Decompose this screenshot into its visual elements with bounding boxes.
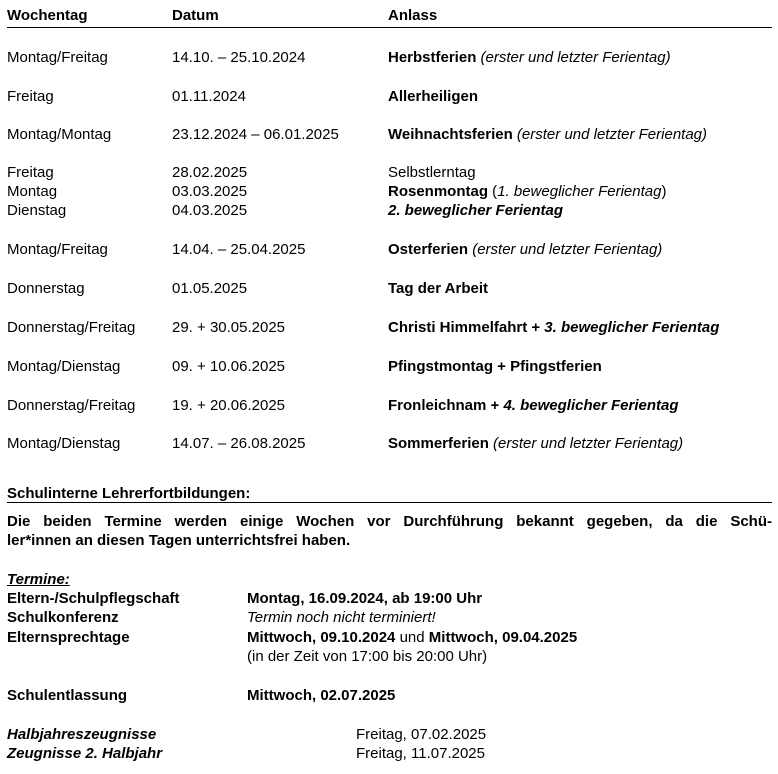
termin-label: Schulkonferenz: [7, 609, 119, 626]
row-date: 14.10. – 25.10.2024: [172, 49, 306, 66]
event-note: (erster und letzter Ferientag): [512, 126, 708, 143]
event-note: (erster und letzter Ferientag): [488, 435, 684, 452]
row-weekday: Donnerstag: [7, 280, 85, 297]
termin-value: [247, 629, 577, 647]
row-event: [388, 88, 478, 106]
row-event: [388, 358, 602, 376]
column-header-date: Datum: [172, 7, 219, 24]
row-event: [388, 241, 662, 259]
row-weekday: Montag/Montag: [7, 126, 112, 143]
row-event: [388, 183, 666, 201]
zeugnis-label: Zeugnisse 2. Halbjahr: [7, 745, 163, 762]
event-paren-open: (: [488, 183, 498, 200]
event-name: Allerheiligen: [388, 88, 479, 105]
row-weekday: Montag/Dienstag: [7, 435, 121, 452]
row-event: [388, 280, 488, 298]
row-date: 28.02.2025: [172, 164, 248, 181]
row-date: 01.11.2024: [172, 88, 246, 105]
row-date: 09. + 10.06.2025: [172, 358, 286, 375]
row-date: 14.04. – 25.04.2025: [172, 241, 306, 258]
termin-value: Montag, 16.09.2024, ab 19:00 Uhr: [247, 590, 483, 607]
termin-date-a: Mittwoch, 09.10.2024: [247, 629, 396, 646]
row-weekday: Donnerstag/Freitag: [7, 319, 136, 336]
row-date: 29. + 30.05.2025: [172, 319, 286, 336]
row-weekday: Dienstag: [7, 202, 67, 219]
event-name: Weihnachtsferien: [388, 126, 513, 143]
event-note: 3. beweglicher Ferientag: [544, 319, 720, 336]
event-note: 1. beweglicher Ferientag: [497, 183, 662, 200]
event-note: (erster und letzter Ferientag): [476, 49, 671, 66]
header-divider: [7, 27, 772, 28]
termin-label: Elternsprechtage: [7, 629, 130, 646]
termin-note: (in der Zeit von 17:00 bis 20:00 Uhr): [247, 648, 488, 665]
zeugnis-label: Halbjahreszeugnisse: [7, 726, 157, 743]
row-weekday: Freitag: [7, 164, 54, 181]
row-weekday: Montag/Dienstag: [7, 358, 121, 375]
event-name: Osterferien: [388, 241, 469, 258]
row-weekday: Montag: [7, 183, 58, 200]
row-weekday: Montag/Freitag: [7, 49, 108, 66]
row-weekday: Montag/Freitag: [7, 241, 108, 258]
event-name: Herbstferien: [388, 49, 477, 66]
entlassung-label: Schulentlassung: [7, 687, 128, 704]
row-date: 19. + 20.06.2025: [172, 397, 286, 414]
training-text-line2: ler*innen an diesen Tagen unterrichtsfrei haben.: [7, 532, 351, 549]
entlassung-value: Mittwoch, 02.07.2025: [247, 687, 396, 704]
zeugnis-date: Freitag, 11.07.2025: [356, 745, 485, 762]
row-date: 03.03.2025: [172, 183, 248, 200]
row-event: [388, 202, 563, 220]
event-name: Rosenmontag: [388, 183, 489, 200]
row-date: 04.03.2025: [172, 202, 248, 219]
event-name: Sommerferien: [388, 435, 489, 452]
event-name: Pfingstmontag + Pfingstferien: [388, 358, 602, 375]
row-date: 23.12.2024 – 06.01.2025: [172, 126, 339, 143]
row-event: [388, 164, 476, 182]
termin-label: Eltern-/Schulpflegschaft: [7, 590, 180, 607]
event-note: 4. beweglicher Ferientag: [503, 397, 679, 414]
row-weekday: Donnerstag/Freitag: [7, 397, 136, 414]
row-event: [388, 319, 719, 337]
training-divider: [7, 502, 772, 503]
termine-heading: Termine:: [7, 571, 70, 588]
row-weekday: Freitag: [7, 88, 54, 105]
row-event: [388, 397, 679, 415]
column-header-event: Anlass: [388, 7, 438, 24]
event-name: Fronleichnam +: [388, 397, 504, 414]
termin-connector: und: [395, 629, 429, 646]
training-text-line1: Die beiden Termine werden einige Wochen vor Durchführung bekannt gegeben, da die Schü-: [7, 513, 772, 530]
row-event: [388, 435, 683, 453]
event-name: Tag der Arbeit: [388, 280, 489, 297]
event-paren-close: ): [661, 183, 667, 200]
row-date: 01.05.2025: [172, 280, 248, 297]
event-note: (erster und letzter Ferientag): [468, 241, 663, 258]
row-event: [388, 126, 707, 144]
training-heading: Schulinterne Lehrerfortbildungen:: [7, 485, 251, 502]
row-event: [388, 49, 671, 67]
event-name: 2. beweglicher Ferientag: [388, 202, 564, 219]
event-name: Selbstlerntag: [388, 164, 476, 181]
event-name: Christi Himmelfahrt +: [388, 319, 545, 336]
termin-value: Termin noch nicht terminiert!: [247, 609, 436, 626]
zeugnis-date: Freitag, 07.02.2025: [356, 726, 487, 743]
termin-date-b: Mittwoch, 09.04.2025: [428, 629, 578, 646]
row-date: 14.07. – 26.08.2025: [172, 435, 306, 452]
column-header-weekday: Wochentag: [7, 7, 88, 24]
